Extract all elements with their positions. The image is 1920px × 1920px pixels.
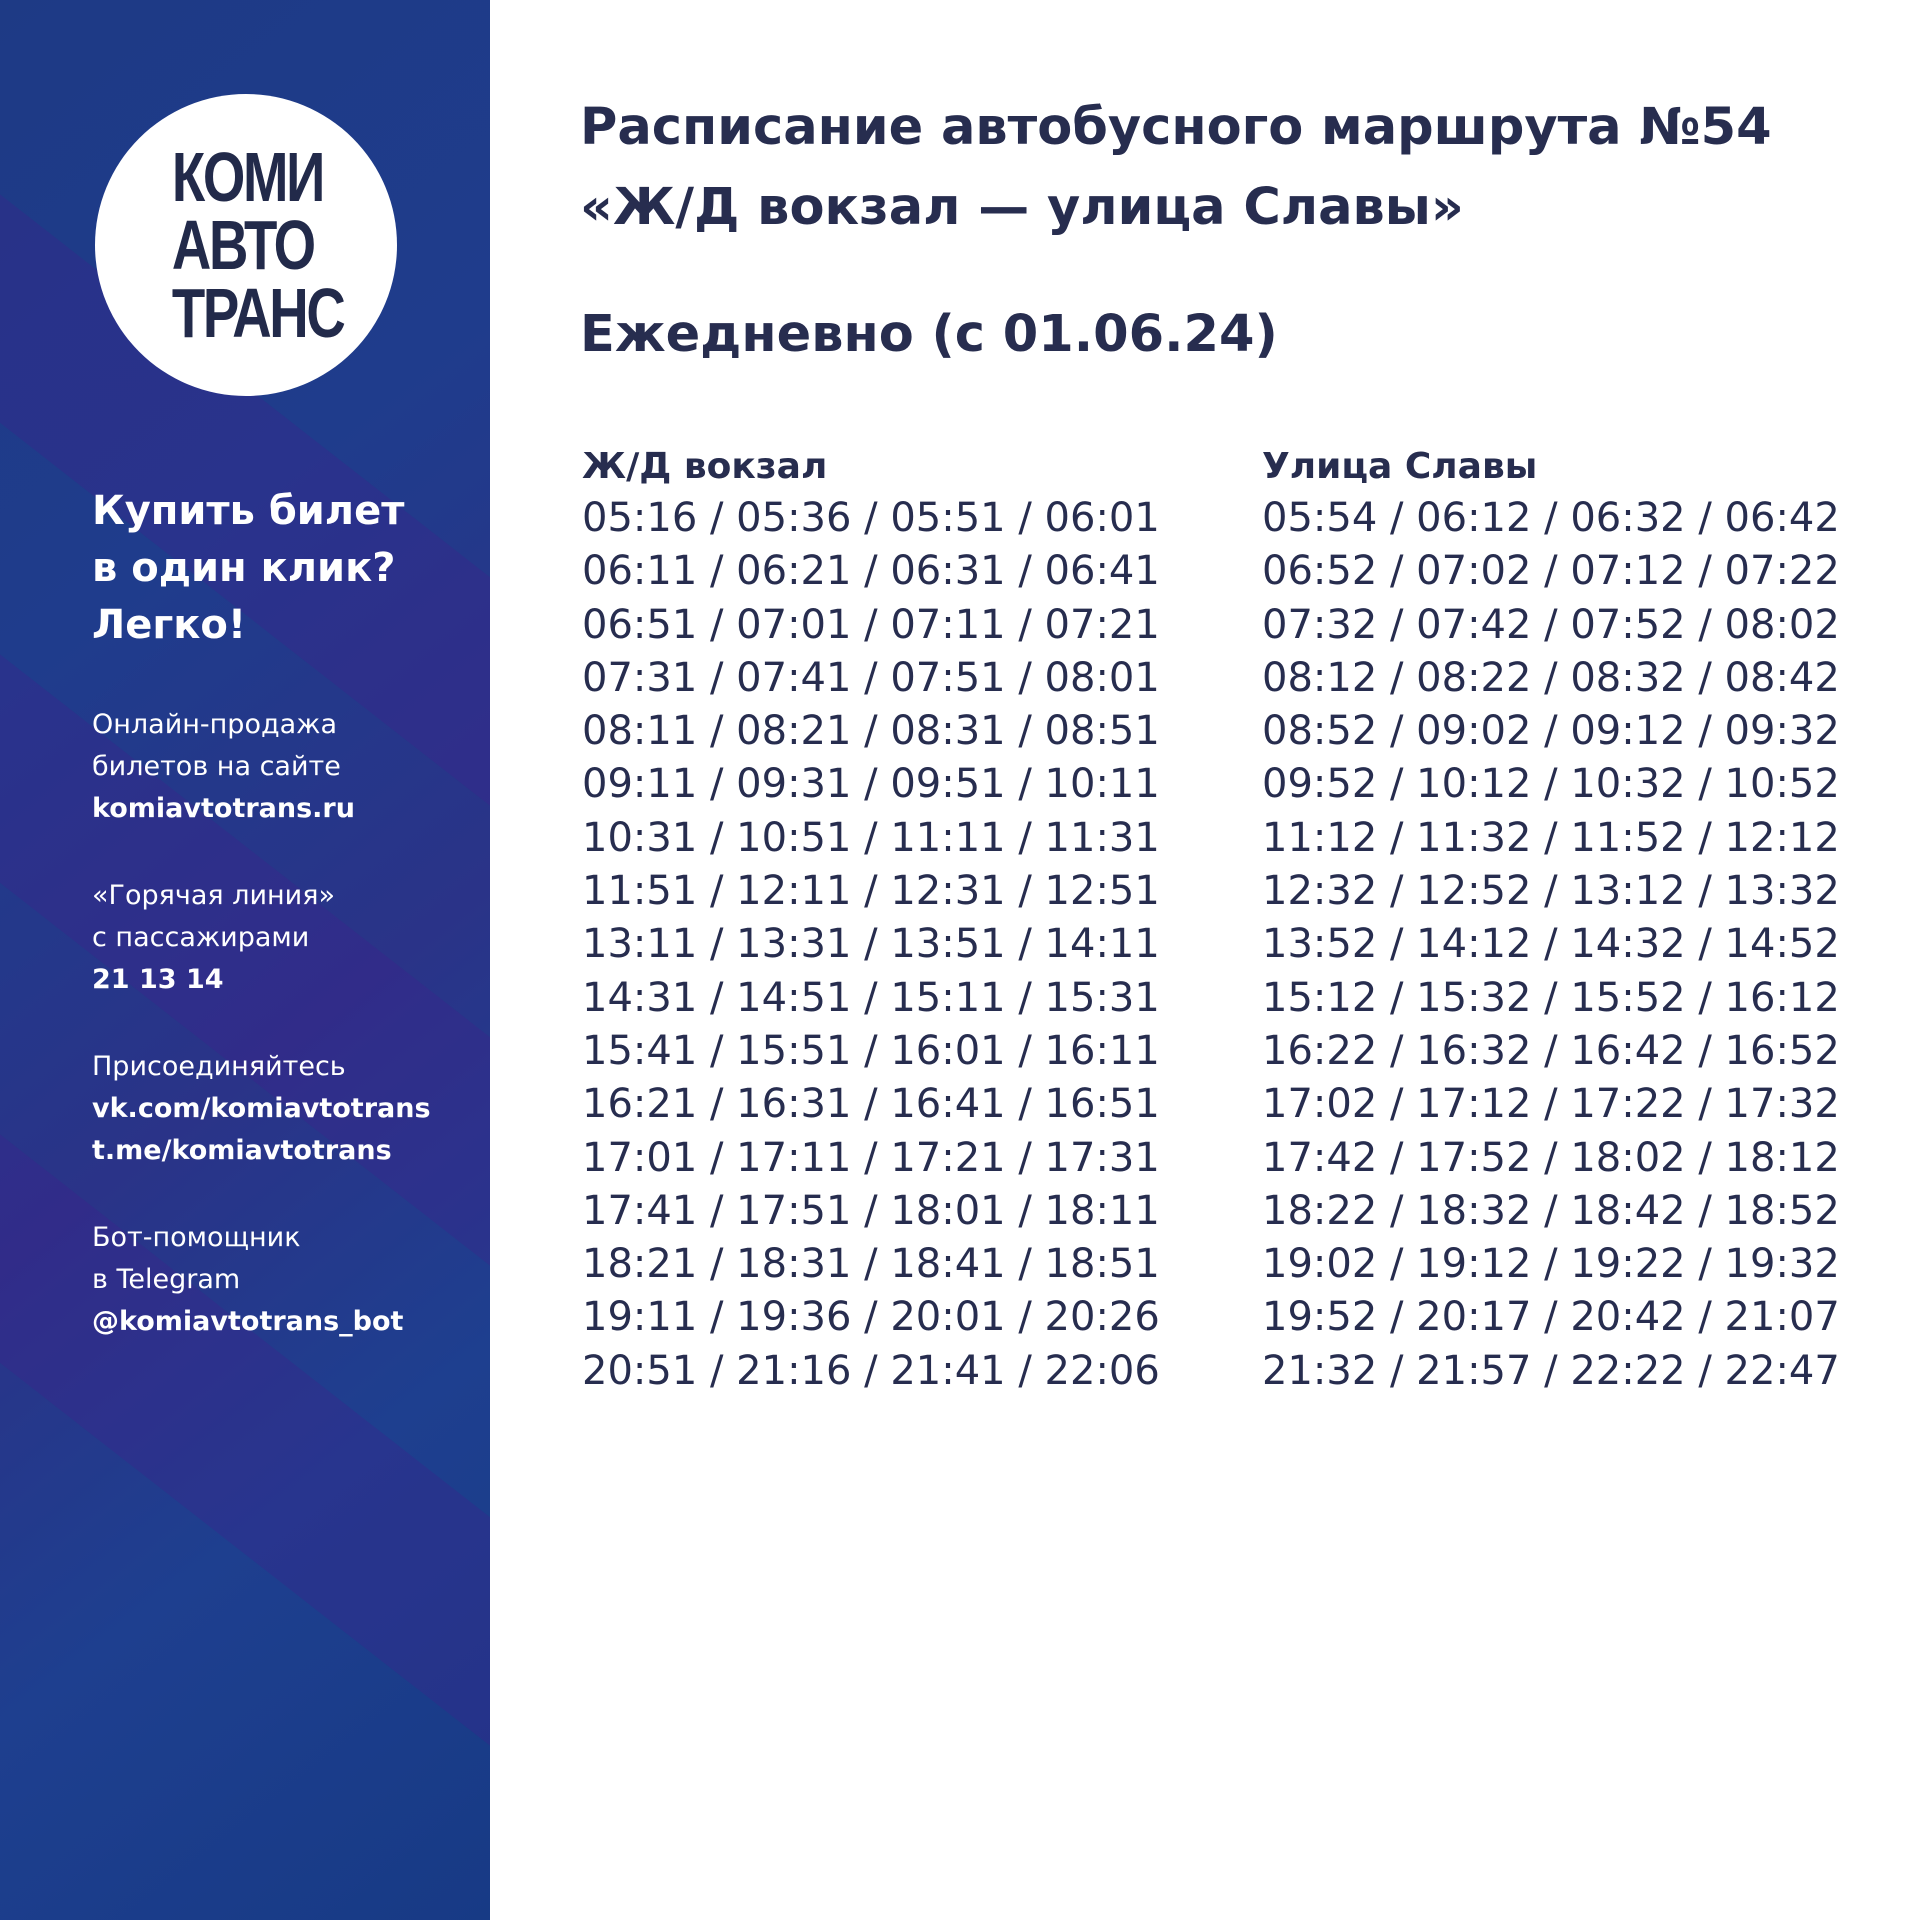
departure-times-row: 13:11 / 13:31 / 13:51 / 14:11 (582, 921, 1160, 968)
departure-times-row: 06:51 / 07:01 / 07:11 / 07:21 (582, 601, 1160, 648)
online-sales-text: Онлайн-продажа (92, 709, 338, 740)
departure-times-row: 05:16 / 05:36 / 05:51 / 06:01 (582, 495, 1160, 541)
departure-times-row: 13:52 / 14:12 / 14:32 / 14:52 (1262, 921, 1840, 968)
departure-times-row: 06:11 / 06:21 / 06:31 / 06:41 (582, 548, 1160, 595)
hotline-text: с пассажирами (92, 922, 310, 953)
departure-times-row: 17:01 / 17:11 / 17:21 / 17:31 (582, 1134, 1160, 1181)
departure-times-row: 16:21 / 16:31 / 16:41 / 16:51 (582, 1081, 1160, 1128)
departure-times-row: 12:32 / 12:52 / 13:12 / 13:32 (1262, 868, 1840, 915)
promo-line: Легко! (92, 602, 247, 648)
schedule-subtitle: Ежедневно (с 01.06.24) (580, 305, 1278, 364)
promo-heading (92, 483, 472, 654)
schedule-column-railway-station (582, 442, 1160, 1398)
departure-times-row: 18:21 / 18:31 / 18:41 / 18:51 (582, 1241, 1160, 1288)
telegram-link[interactable]: t.me/komiavtotrans (92, 1135, 392, 1166)
promo-line: Купить билет (92, 488, 405, 534)
departure-times-row: 19:02 / 19:12 / 19:22 / 19:32 (1262, 1241, 1840, 1288)
column-heading: Ж/Д вокзал (582, 446, 828, 487)
title-line: Расписание автобусного маршрута №54 (580, 98, 1772, 157)
hotline-info (92, 875, 482, 1001)
website-link[interactable]: komiavtotrans.ru (92, 793, 355, 824)
hotline-phone: 21 13 14 (92, 964, 224, 995)
departure-times-row: 15:12 / 15:32 / 15:52 / 16:12 (1262, 974, 1840, 1021)
logo-text-line: ТРАНС (171, 274, 344, 352)
departure-times-row: 11:12 / 11:32 / 11:52 / 12:12 (1262, 814, 1840, 861)
departure-times-row: 08:12 / 08:22 / 08:32 / 08:42 (1262, 654, 1840, 701)
sidebar (0, 0, 490, 1920)
online-sales-info (92, 704, 482, 830)
departure-times-row: 15:41 / 15:51 / 16:01 / 16:11 (582, 1027, 1160, 1074)
departure-times-row: 17:41 / 17:51 / 18:01 / 18:11 (582, 1187, 1160, 1234)
telegram-bot-link[interactable]: @komiavtotrans_bot (92, 1306, 404, 1337)
departure-times-row: 16:22 / 16:32 / 16:42 / 16:52 (1262, 1027, 1840, 1074)
promo-line: в один клик? (92, 545, 396, 591)
departure-times-row: 17:02 / 17:12 / 17:22 / 17:32 (1262, 1081, 1840, 1128)
vk-link[interactable]: vk.com/komiavtotrans (92, 1093, 431, 1124)
title-line: «Ж/Д вокзал — улица Славы» (580, 178, 1464, 237)
departure-times-row: 07:31 / 07:41 / 07:51 / 08:01 (582, 654, 1160, 701)
social-info (92, 1046, 482, 1172)
departure-times-row: 06:52 / 07:02 / 07:12 / 07:22 (1262, 548, 1840, 595)
departure-times-row: 21:32 / 21:57 / 22:22 / 22:47 (1262, 1347, 1840, 1394)
departure-times-row: 09:11 / 09:31 / 09:51 / 10:11 (582, 761, 1160, 808)
departure-times-row: 08:52 / 09:02 / 09:12 / 09:32 (1262, 708, 1840, 755)
hotline-text: «Горячая линия» (92, 880, 335, 911)
departure-times-row: 08:11 / 08:21 / 08:31 / 08:51 (582, 708, 1160, 755)
departure-times-row: 19:52 / 20:17 / 20:42 / 21:07 (1262, 1294, 1840, 1341)
logo-text-line: КОМИ (171, 138, 324, 216)
page-title (580, 88, 1772, 248)
online-sales-text: билетов на сайте (92, 751, 341, 782)
logo-text-line: АВТО (171, 206, 314, 284)
bot-text: Бот-помощник (92, 1222, 301, 1253)
departure-times-row: 09:52 / 10:12 / 10:32 / 10:52 (1262, 761, 1840, 808)
departure-times-row: 19:11 / 19:36 / 20:01 / 20:26 (582, 1294, 1160, 1341)
departure-times-row: 18:22 / 18:32 / 18:42 / 18:52 (1262, 1187, 1840, 1234)
column-heading: Улица Славы (1262, 446, 1538, 487)
departure-times-row: 14:31 / 14:51 / 15:11 / 15:31 (582, 974, 1160, 1021)
social-label: Присоединяйтесь (92, 1051, 346, 1082)
departure-times-list (582, 492, 1160, 1398)
departure-times-row: 11:51 / 12:11 / 12:31 / 12:51 (582, 868, 1160, 915)
bot-info (92, 1217, 482, 1343)
departure-times-row: 20:51 / 21:16 / 21:41 / 22:06 (582, 1347, 1160, 1394)
departure-times-row: 10:31 / 10:51 / 11:11 / 11:31 (582, 814, 1160, 861)
schedule-column-slavy-street (1262, 442, 1840, 1398)
departure-times-row: 05:54 / 06:12 / 06:32 / 06:42 (1262, 495, 1840, 541)
departure-times-list (1262, 492, 1840, 1398)
departure-times-row: 17:42 / 17:52 / 18:02 / 18:12 (1262, 1134, 1840, 1181)
company-logo (95, 94, 397, 396)
bot-text: в Telegram (92, 1264, 241, 1295)
departure-times-row: 07:32 / 07:42 / 07:52 / 08:02 (1262, 601, 1840, 648)
